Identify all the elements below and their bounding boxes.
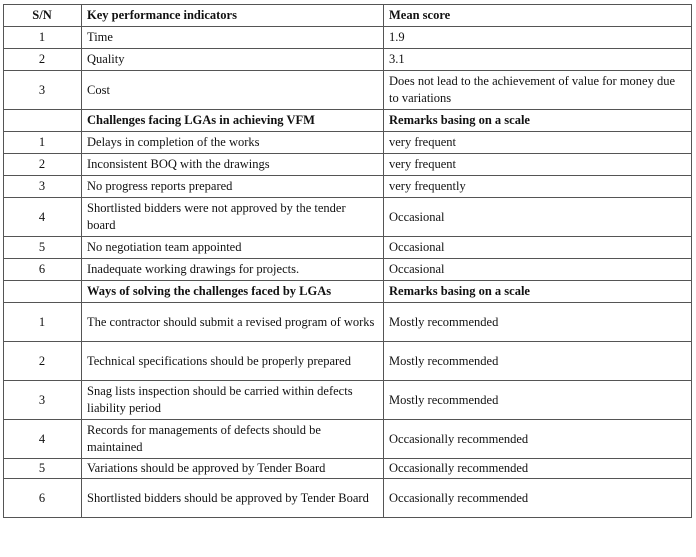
row-value: Occasionally recommended [384,420,692,459]
row-item: Technical specifications should be properly prepared [82,342,384,381]
challenges-remarks: Remarks basing on a scale [384,110,692,132]
row-sn: 1 [4,132,82,154]
table-row [4,420,692,459]
table-row [4,381,692,420]
row-value: very frequent [384,132,692,154]
row-item: Delays in completion of the works [82,132,384,154]
row-item: Records for managements of defects should be maintained [82,420,384,459]
row-value: Occasional [384,259,692,281]
row-sn: 4 [4,198,82,237]
table-row [4,342,692,381]
row-value: Occasionally recommended [384,459,692,479]
row-sn: 6 [4,259,82,281]
row-value: Occasionally recommended [384,479,692,518]
header-score: Mean score [384,5,692,27]
row-sn: 3 [4,381,82,420]
table-row [4,49,692,71]
row-value: very frequent [384,154,692,176]
row-value: Mostly recommended [384,303,692,342]
row-item: Inadequate working drawings for projects. [82,259,384,281]
row-item: No progress reports prepared [82,176,384,198]
row-sn: 1 [4,27,82,49]
row-sn: 6 [4,479,82,518]
table-row [4,479,692,518]
row-sn: 3 [4,176,82,198]
row-item: Shortlisted bidders were not approved by the tender board [82,198,384,237]
header-sn: S/N [4,5,82,27]
row-item: Snag lists inspection should be carried within defects liability period [82,381,384,420]
row-item: The contractor should submit a revised program of works [82,303,384,342]
table-row [4,154,692,176]
row-item: No negotiation team appointed [82,237,384,259]
performance-table [3,4,692,518]
table-header-row [4,5,692,27]
row-item: Variations should be approved by Tender Board [82,459,384,479]
row-value: Does not lead to the achievement of value for money due to variations [384,71,692,110]
row-value: Occasional [384,237,692,259]
row-value: very frequently [384,176,692,198]
row-item: Inconsistent BOQ with the drawings [82,154,384,176]
table-row [4,237,692,259]
table-row [4,198,692,237]
solutions-title: Ways of solving the challenges faced by LGAs [82,281,384,303]
table-row [4,71,692,110]
row-value: Mostly recommended [384,381,692,420]
row-item: Shortlisted bidders should be approved by Tender Board [82,479,384,518]
row-sn: 2 [4,342,82,381]
row-item: Time [82,27,384,49]
section-sn-empty [4,281,82,303]
challenges-title: Challenges facing LGAs in achieving VFM [82,110,384,132]
row-sn: 4 [4,420,82,459]
table-row [4,459,692,479]
solutions-remarks: Remarks basing on a scale [384,281,692,303]
row-sn: 2 [4,49,82,71]
row-sn: 1 [4,303,82,342]
row-sn: 2 [4,154,82,176]
row-sn: 5 [4,459,82,479]
section-sn-empty [4,110,82,132]
row-value: 1.9 [384,27,692,49]
row-item: Cost [82,71,384,110]
table-row [4,132,692,154]
table-row [4,259,692,281]
table-row [4,27,692,49]
table-row [4,176,692,198]
header-indicator: Key performance indicators [82,5,384,27]
row-value: 3.1 [384,49,692,71]
row-sn: 5 [4,237,82,259]
row-value: Mostly recommended [384,342,692,381]
row-item: Quality [82,49,384,71]
section-header-row [4,281,692,303]
section-header-row [4,110,692,132]
row-sn: 3 [4,71,82,110]
table-row [4,303,692,342]
row-value: Occasional [384,198,692,237]
